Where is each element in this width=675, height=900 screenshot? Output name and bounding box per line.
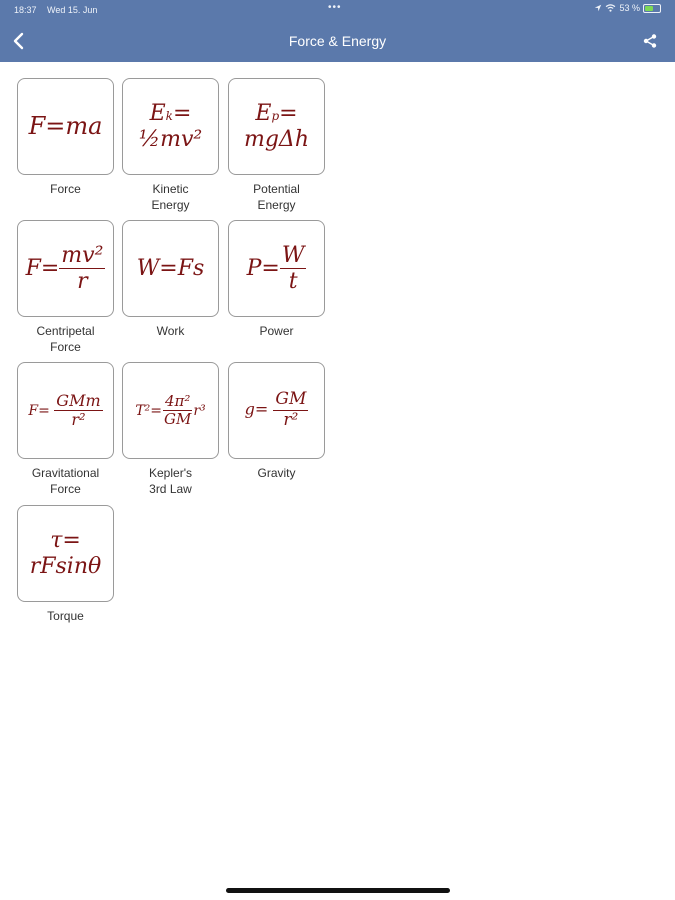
formula-card-gravitational-force[interactable] xyxy=(17,362,116,497)
formula-caption: Gravitational Force xyxy=(31,466,100,496)
formula-image: τ= rFsinθ xyxy=(29,528,102,579)
formula-image: F= $\frac{\text{GMm}}{\text{r²}}$ xyxy=(28,390,101,429)
formula-caption: Work xyxy=(156,324,185,338)
status-date: Wed 15. Jun xyxy=(47,5,98,15)
formula-image: P= $\frac{W}{t}$ xyxy=(246,242,305,294)
formula-tile[interactable] xyxy=(17,78,114,175)
formula-tile[interactable] xyxy=(17,362,114,459)
formula-tile[interactable] xyxy=(122,362,219,459)
formula-card-potential-energy[interactable] xyxy=(228,78,327,213)
share-button[interactable] xyxy=(641,31,659,51)
formula-image: Ek= ½mv² xyxy=(138,101,203,152)
formula-card-centripetal-force[interactable] xyxy=(17,220,116,355)
battery-icon xyxy=(643,4,661,13)
status-bar xyxy=(0,0,675,20)
formula-card-keplers-third-law[interactable] xyxy=(122,362,221,497)
formula-tile[interactable] xyxy=(17,220,114,317)
formula-caption: Kepler's 3rd Law xyxy=(149,466,192,496)
formula-image: Ep= mgΔh xyxy=(243,101,309,152)
formula-caption: Force xyxy=(50,182,81,196)
formula-caption: Gravity xyxy=(257,466,296,480)
formula-card-torque[interactable] xyxy=(17,505,116,624)
formula-caption: Kinetic Energy xyxy=(151,182,190,212)
formula-caption: Centripetal Force xyxy=(36,324,95,354)
formula-tile[interactable] xyxy=(122,220,219,317)
formula-tile[interactable] xyxy=(122,78,219,175)
formula-card-force[interactable] xyxy=(17,78,116,197)
formula-image: g= $\frac{GM}{\text{r²}}$ xyxy=(244,389,307,430)
battery-percent: 53 % xyxy=(619,3,640,13)
wifi-icon xyxy=(605,4,616,12)
formula-card-power[interactable] xyxy=(228,220,327,339)
formula-caption: Torque xyxy=(47,609,84,623)
formula-card-kinetic-energy[interactable] xyxy=(122,78,221,213)
home-indicator[interactable] xyxy=(226,888,450,893)
multitasking-dots[interactable]: ••• xyxy=(328,2,342,13)
share-icon xyxy=(643,34,657,48)
formula-image: F= $\frac{\text{mv²}}{r}$ xyxy=(25,242,104,294)
formula-card-work[interactable] xyxy=(122,220,221,339)
formula-card-gravity[interactable] xyxy=(228,362,327,481)
formula-image: T²= $\frac{\text{4π²}}{GM}$ r³ xyxy=(135,391,206,428)
formula-caption: Power xyxy=(259,324,294,338)
navigation-header xyxy=(0,0,675,62)
formula-tile[interactable] xyxy=(228,220,325,317)
formula-caption: Potential Energy xyxy=(253,182,300,212)
formula-tile[interactable] xyxy=(228,78,325,175)
formula-tile[interactable] xyxy=(17,505,114,602)
formula-image: W=Fs xyxy=(136,255,205,281)
location-icon xyxy=(594,4,602,12)
page-title: Force & Energy xyxy=(288,33,387,49)
status-indicators xyxy=(594,3,661,13)
formula-tile[interactable] xyxy=(228,362,325,459)
status-time: 18:37 xyxy=(14,5,37,15)
formula-image: F=ma xyxy=(28,111,103,140)
